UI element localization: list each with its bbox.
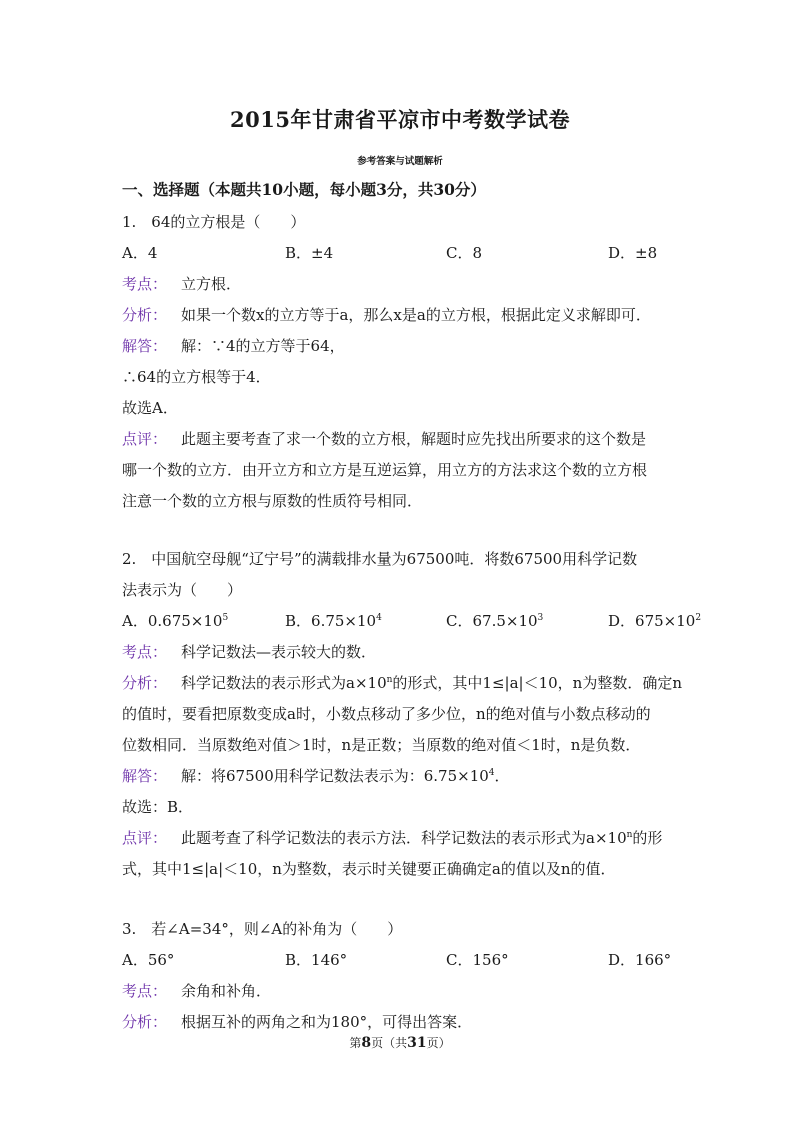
q3-option-a: A．56°: [122, 951, 175, 969]
q1-jieda: [122, 336, 345, 356]
section-heading: 一、选择题（本题共10小题，每小题3分，共30分）: [122, 180, 486, 199]
q1-dianping-text: 此题主要考查了求一个数的立方根，解题时应先找出所要求的这个数是: [181, 430, 647, 448]
q2-jieda-line-1: 故选：B．: [122, 798, 194, 816]
q2-option-b-base: B．6.75×10: [285, 612, 377, 630]
q2-fenxi-exp: n: [386, 675, 393, 685]
fenxi-label: 分析：: [122, 1013, 168, 1031]
jieda-label: 解答：: [122, 337, 168, 355]
q2-option-a: [122, 611, 228, 631]
q2-fenxi-line-1: 的值时，要看把原数变成a时，小数点移动了多少位，n的绝对值与小数点移动的: [122, 705, 651, 723]
fenxi-label: 分析：: [122, 674, 168, 692]
kaodian-label: 考点：: [122, 275, 168, 293]
q2-fenxi: [122, 673, 682, 693]
q1-fenxi: [122, 305, 651, 325]
q2-option-b-exp: 4: [376, 613, 382, 623]
q1-option-d: D．±8: [608, 244, 658, 262]
footer-total-pages: 31: [407, 1035, 427, 1051]
jieda-label: 解答：: [122, 767, 168, 785]
q2-dianping-text-b: 的形: [632, 829, 663, 847]
fenxi-label: 分析：: [122, 306, 168, 324]
q2-option-c-exp: 3: [537, 613, 544, 623]
q2-fenxi-text-b: 的形式，其中1≤|a|＜10，n为整数．确定n: [392, 674, 682, 692]
dianping-label: 点评：: [122, 829, 168, 847]
q1-dianping-line-1: 哪一个数的立方．由开立方和立方是互逆运算，用立方的方法求这个数的立方根: [122, 461, 648, 479]
q3-stem: 3. 若∠A=34°，则∠A的补角为（ ）: [122, 920, 403, 938]
q2-dianping: [122, 828, 662, 848]
q3-kaodian: [122, 981, 271, 1001]
q1-kaodian: [122, 274, 241, 294]
kaodian-label: 考点：: [122, 982, 168, 1000]
q1-fenxi-text: 如果一个数x的立方等于a，那么x是a的立方根，根据此定义求解即可．: [181, 306, 651, 324]
q2-jieda-text-a: 解：将67500用科学记数法表示为：6.75×10: [181, 767, 489, 785]
q2-dianping-text-a: 此题考查了科学记数法的表示方法．科学记数法的表示形式为a×10: [181, 829, 627, 847]
q2-stem-line-1: 2. 中国航空母舰“辽宁号”的满载排水量为67500吨．将数67500用科学记数: [122, 550, 638, 568]
page-footer: [0, 1034, 800, 1051]
q1-option-b: B．±4: [285, 244, 334, 262]
page-title: 2015年甘肃省平凉市中考数学试卷: [230, 107, 570, 132]
q3-option-d: D．166°: [608, 951, 672, 969]
q2-fenxi-line-2: 位数相同．当原数绝对值＞1时，n是正数；当原数的绝对值＜1时，n是负数．: [122, 736, 641, 754]
footer-page-number: 8: [361, 1035, 372, 1051]
q2-jieda-text-b: ．: [494, 767, 510, 785]
q2-dianping-line-1: 式，其中1≤|a|＜10，n为整数，表示时关键要正确确定a的值以及n的值．: [122, 860, 616, 878]
q1-jieda-text: 解：∵4的立方等于64，: [181, 337, 345, 355]
q1-kaodian-text: 立方根．: [181, 275, 242, 293]
q3-option-b: B．146°: [285, 951, 348, 969]
q1-dianping-line-2: 注意一个数的立方根与原数的性质符号相同．: [122, 492, 423, 510]
q1-stem: 1. 64的立方根是（ ）: [122, 213, 306, 231]
q2-kaodian-text: 科学记数法—表示较大的数．: [181, 643, 377, 661]
footer-prefix: 第: [349, 1036, 362, 1050]
q2-option-d: [608, 611, 701, 631]
q2-jieda: [122, 766, 510, 786]
q2-jieda-exp: 4: [488, 768, 495, 778]
q1-option-c: C．8: [446, 244, 483, 262]
q2-option-d-base: D．675×10: [608, 612, 696, 630]
page-subtitle: 参考答案与试题解析: [357, 156, 443, 167]
footer-suffix: 页）: [426, 1036, 451, 1050]
footer-middle: 页（共: [371, 1036, 408, 1050]
q2-option-b: [285, 611, 382, 631]
q1-jieda-line-1: ∴64的立方根等于4．: [122, 368, 271, 386]
q2-option-a-base: A．0.675×10: [122, 612, 223, 630]
q2-option-c-base: C．67.5×10: [446, 612, 538, 630]
q2-option-d-exp: 2: [695, 613, 702, 623]
q3-kaodian-text: 余角和补角．: [181, 982, 272, 1000]
q2-option-c: [446, 611, 543, 631]
q2-kaodian: [122, 642, 376, 662]
q1-jieda-line-2: 故选A．: [122, 399, 178, 417]
q3-option-c: C．156°: [446, 951, 509, 969]
kaodian-label: 考点：: [122, 643, 168, 661]
q2-option-a-exp: 5: [222, 613, 229, 623]
q2-fenxi-text-a: 科学记数法的表示形式为a×10: [181, 674, 387, 692]
q3-fenxi: [122, 1012, 472, 1032]
dianping-label: 点评：: [122, 430, 168, 448]
q2-dianping-exp: n: [626, 830, 633, 840]
q3-fenxi-text: 根据互补的两角之和为180°，可得出答案．: [181, 1013, 473, 1031]
q1-option-a: A．4: [122, 244, 158, 262]
q1-dianping: [122, 429, 646, 449]
q2-stem-line-2: 法表示为（ ）: [122, 581, 243, 599]
